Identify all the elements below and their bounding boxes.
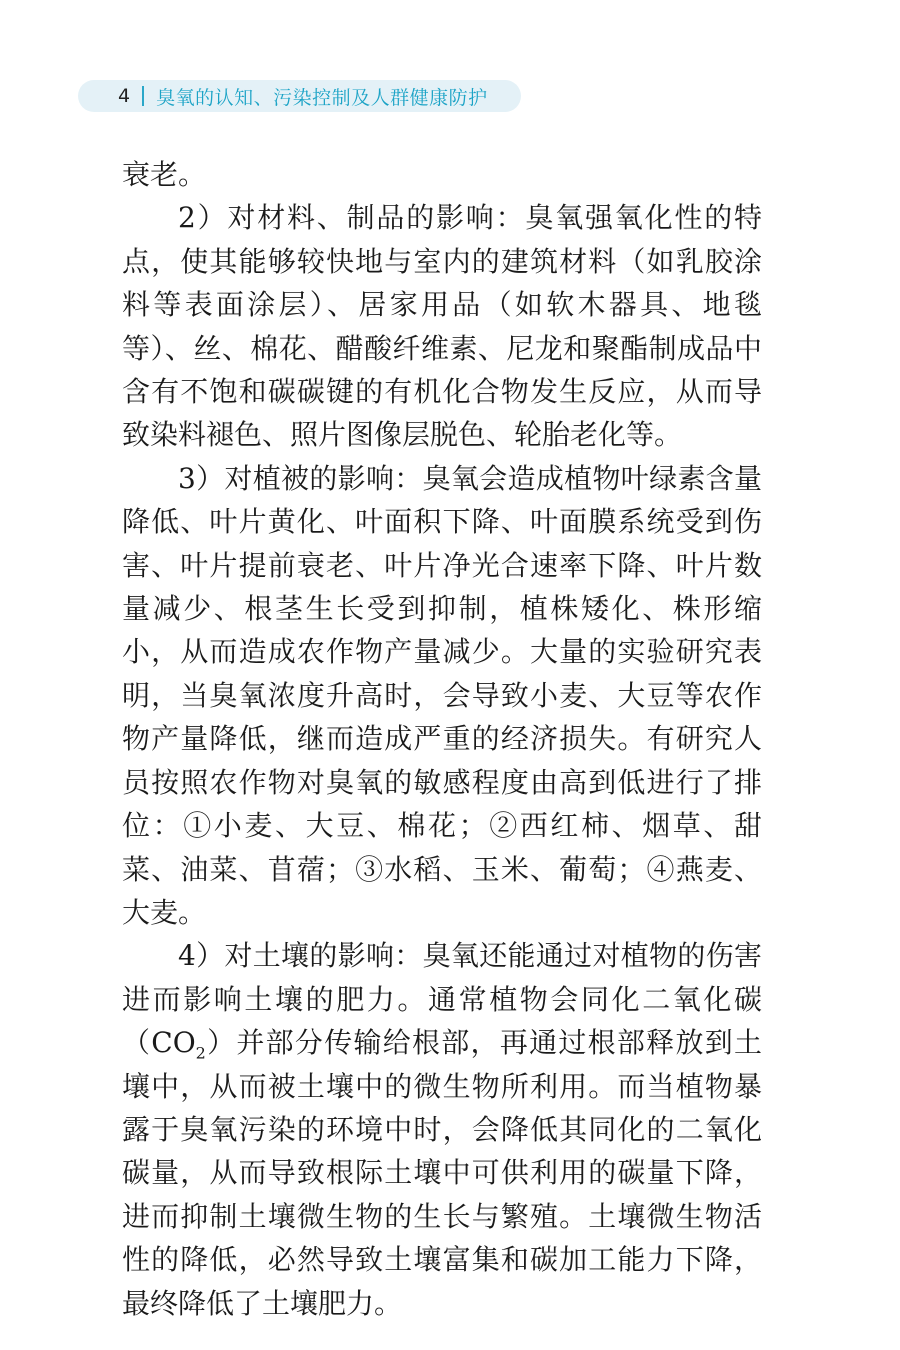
paragraph-vegetation-effects: 3）对植被的影响：臭氧会造成植物叶绿素含量降低、叶片黄化、叶面积下降、叶面膜系统受到伤害、叶片提前衰老、叶片净光合速率下降、叶片数量减少、根茎生长受到抑制，植株矮化、株形缩小，从而造成农作物产量减少。大量的实验研究表明，当臭氧浓度升高时，会导致小麦、大豆等农作物产量降低，继而造成严重的经济损失。有研究人员按照农作物对臭氧的敏感程度由高到低进行了排位：①小麦、大豆、棉花；②西红柿、烟草、甜菜、油菜、苜蓿；③水稻、玉米、葡萄；④燕麦、大麦。 (122, 461, 762, 929)
soil-text-before: 4）对土壤的影响：臭氧还能通过对植物的伤害进而影响土壤的肥力。通常植物会同化二氧化碳（CO (122, 939, 762, 1060)
paragraph-materials-effects: 2）对材料、制品的影响：臭氧强氧化性的特点，使其能够较快地与室内的建筑材料（如乳胶涂料等表面涂层）、居家用品（如软木器具、地毯等）、丝、棉花、醋酸纤维素、尼龙和聚酯制成品中含有不饱和碳碳键的有机化合物发生反应，从而导致染料褪色、照片图像层脱色、轮胎老化等。 (122, 201, 762, 452)
co2-subscript: 2 (195, 1043, 206, 1063)
running-title: 臭氧的认知、污染控制及人群健康防护 (156, 86, 488, 109)
page-number: 4 (118, 85, 131, 107)
paragraph-soil-effects (122, 934, 762, 1325)
soil-text-after: ）并部分传输给根部，再通过根部释放到土壤中，从而被土壤中的微生物所利用。而当植物暴露于臭氧污染的环境中时，会降低其同化的二氧化碳量，从而导致根际土壤中可供利用的碳量下降，进而抑制土壤微生物的生长与繁殖。土壤微生物活性的降低，必然导致土壤富集和碳加工能力下降，最终降低了土壤肥力。 (122, 1026, 762, 1320)
running-header (78, 80, 521, 112)
body-text (122, 153, 762, 1325)
header-divider (142, 86, 144, 106)
paragraph-continuation: 衰老。 (122, 158, 207, 191)
